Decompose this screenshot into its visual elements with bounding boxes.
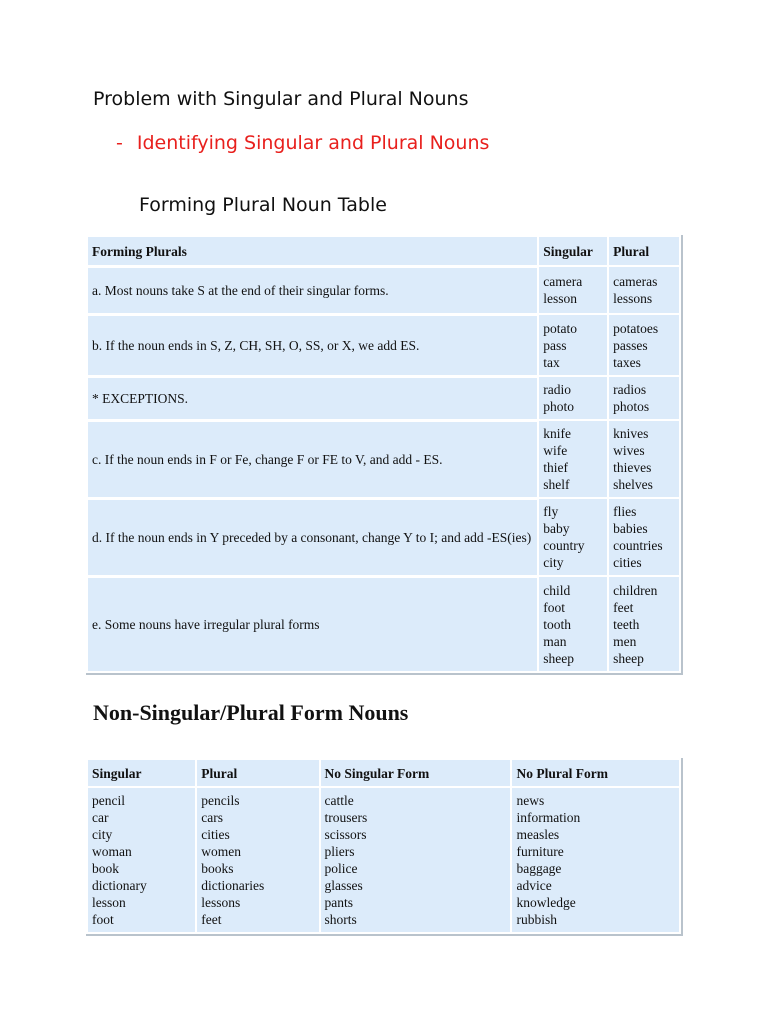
table-heading: Forming Plural Noun Table <box>139 194 387 216</box>
table-row <box>88 421 679 497</box>
word: glasses <box>324 878 363 893</box>
word: country <box>543 538 585 553</box>
word: flies <box>613 504 637 519</box>
word: cameras <box>613 274 658 289</box>
table-header-row <box>88 237 679 265</box>
singular-cell <box>539 267 607 313</box>
section-subtitle <box>116 132 489 154</box>
word: children <box>613 582 658 598</box>
word: photo <box>543 399 575 414</box>
non-singular-plural-table <box>86 758 683 936</box>
rule-cell: * EXCEPTIONS. <box>88 377 537 419</box>
header-no-plural-form: No Plural Form <box>512 760 679 786</box>
word: cities <box>201 827 230 842</box>
word: furniture <box>516 844 564 859</box>
word: police <box>324 861 358 876</box>
word: pants <box>324 895 354 910</box>
word: measles <box>516 827 560 842</box>
word: tooth <box>543 616 572 632</box>
word: shorts <box>324 912 357 927</box>
table-row <box>88 577 679 671</box>
word: feet <box>201 912 222 927</box>
header-forming-plurals: Forming Plurals <box>88 237 537 265</box>
word: scissors <box>324 827 367 842</box>
word: photos <box>613 399 650 414</box>
word: lesson <box>92 895 126 910</box>
word: advice <box>516 878 552 893</box>
word: potatoes <box>613 320 659 336</box>
no-singular-form-column <box>321 788 511 932</box>
word: lessons <box>201 895 241 910</box>
word: man <box>543 633 567 649</box>
singular-column <box>88 788 195 932</box>
header-plural: Plural <box>197 760 318 786</box>
singular-cell <box>539 377 607 419</box>
word: pliers <box>324 844 355 859</box>
page-title: Problem with Singular and Plural Nouns <box>93 88 469 110</box>
rule-cell: c. If the noun ends in F or Fe, change F or FE to V, and add - ES. <box>88 421 537 497</box>
subtitle-text: Identifying Singular and Plural Nouns <box>136 132 490 154</box>
table-header-row <box>88 760 679 786</box>
forming-plurals-table <box>86 235 683 675</box>
plural-cell <box>609 377 679 419</box>
word: passes <box>613 337 648 353</box>
word: baby <box>543 521 570 536</box>
word: woman <box>92 844 132 859</box>
plural-cell <box>609 315 679 375</box>
word: knives <box>613 426 649 441</box>
word: lesson <box>543 291 578 306</box>
word: fly <box>543 504 559 519</box>
word: teeth <box>613 616 640 632</box>
word: knowledge <box>516 895 576 910</box>
word: cattle <box>324 793 354 808</box>
word: pass <box>543 337 567 353</box>
plural-column <box>197 788 318 932</box>
word: books <box>201 861 234 876</box>
word: news <box>516 793 545 808</box>
word: shelf <box>543 477 570 492</box>
subtitle-dash: - <box>116 132 123 154</box>
word: sheep <box>613 650 644 666</box>
word: information <box>516 810 581 825</box>
word: potato <box>543 320 578 336</box>
word: radio <box>543 382 572 397</box>
word: thief <box>543 460 569 475</box>
word: wives <box>613 443 645 458</box>
header-singular: Singular <box>539 237 607 265</box>
table-row <box>88 267 679 313</box>
word: radios <box>613 382 647 397</box>
word: trousers <box>324 810 368 825</box>
word: sheep <box>543 650 575 666</box>
table-row <box>88 499 679 575</box>
word: babies <box>613 521 648 536</box>
word: car <box>92 810 109 825</box>
singular-cell <box>539 421 607 497</box>
word: countries <box>613 538 663 553</box>
rule-cell: a. Most nouns take S at the end of their singular forms. <box>88 267 537 313</box>
word: cars <box>201 810 224 825</box>
word: tax <box>543 354 560 370</box>
plural-cell <box>609 267 679 313</box>
word: city <box>543 555 564 570</box>
word: dictionary <box>92 878 147 893</box>
word: thieves <box>613 460 652 475</box>
word: feet <box>613 599 634 615</box>
word: dictionaries <box>201 878 265 893</box>
singular-cell <box>539 315 607 375</box>
word: taxes <box>613 354 641 370</box>
word: women <box>201 844 242 859</box>
word: baggage <box>516 861 562 876</box>
word: child <box>543 582 571 598</box>
no-plural-form-column <box>512 788 679 932</box>
word: camera <box>543 274 583 289</box>
rule-cell: b. If the noun ends in S, Z, CH, SH, O, SS, or X, we add ES. <box>88 315 537 375</box>
word: book <box>92 861 119 876</box>
table-row <box>88 788 679 932</box>
section-heading: Non-Singular/Plural Form Nouns <box>93 700 409 725</box>
word: lessons <box>613 291 653 306</box>
word: foot <box>543 599 566 615</box>
word: shelves <box>613 477 653 492</box>
plural-cell <box>609 577 679 671</box>
plural-cell <box>609 421 679 497</box>
word: knife <box>543 426 572 441</box>
singular-cell <box>539 499 607 575</box>
singular-cell <box>539 577 607 671</box>
header-singular: Singular <box>88 760 195 786</box>
word: men <box>613 633 637 649</box>
header-plural: Plural <box>609 237 679 265</box>
rule-cell: e. Some nouns have irregular plural forms <box>88 577 537 671</box>
word: city <box>92 827 113 842</box>
plural-cell <box>609 499 679 575</box>
word: wife <box>543 443 568 458</box>
table-row <box>88 377 679 419</box>
word: foot <box>92 912 114 927</box>
word: cities <box>613 555 642 570</box>
word: pencil <box>92 793 125 808</box>
header-no-singular-form: No Singular Form <box>321 760 511 786</box>
word: pencils <box>201 793 240 808</box>
word: rubbish <box>516 912 557 927</box>
rule-cell: d. If the noun ends in Y preceded by a consonant, change Y to I; and add -ES(ies) <box>88 499 537 575</box>
table-row <box>88 315 679 375</box>
